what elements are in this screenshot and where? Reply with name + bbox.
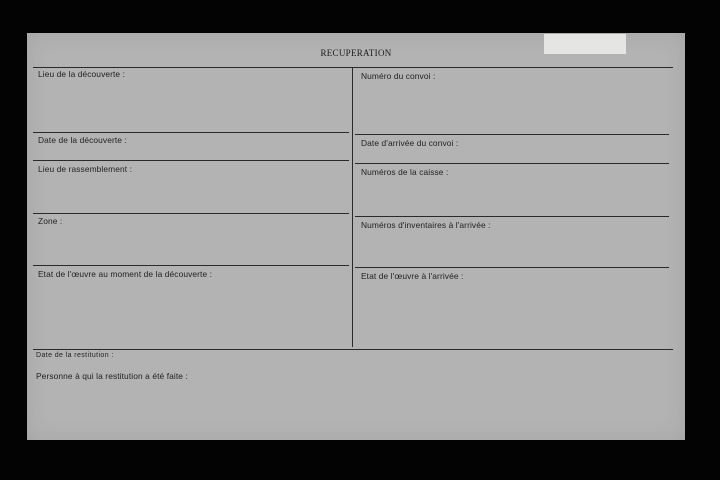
date-restitution-label: Date de la restitution : — [36, 352, 114, 359]
left-rule-3 — [33, 213, 349, 214]
lieu-decouverte-label: Lieu de la découverte : — [38, 69, 126, 79]
right-rule-1 — [355, 134, 669, 135]
right-rule-2 — [355, 163, 669, 164]
lieu-rassemblement-label: Lieu de rassemblement : — [38, 164, 133, 174]
right-rule-3 — [355, 216, 669, 217]
form-title: RECUPERATION — [320, 48, 392, 58]
center-divider — [352, 67, 353, 347]
numeros-caisse-label: Numéros de la caisse : — [361, 167, 449, 177]
left-rule-4 — [33, 265, 349, 266]
bottom-rule — [33, 349, 673, 350]
record-card — [27, 33, 685, 440]
personne-restitution-label: Personne à qui la restitution a été faite : — [36, 371, 188, 381]
date-arrivee-convoi-label: Date d'arrivée du convoi : — [361, 138, 459, 148]
left-rule-2 — [33, 160, 349, 161]
left-rule-1 — [33, 132, 349, 133]
etat-decouverte-label: Etat de l'œuvre au moment de la découverte : — [38, 269, 213, 279]
zone-label: Zone : — [38, 216, 63, 226]
numeros-inventaires-label: Numéros d'inventaires à l'arrivée : — [361, 220, 491, 230]
right-rule-4 — [355, 267, 669, 268]
date-decouverte-label: Date de la découverte : — [38, 135, 127, 145]
numero-convoi-label: Numéro du convoi : — [361, 71, 436, 81]
etat-arrivee-label: Etat de l'œuvre à l'arrivée : — [361, 271, 464, 281]
top-rule — [33, 67, 673, 68]
